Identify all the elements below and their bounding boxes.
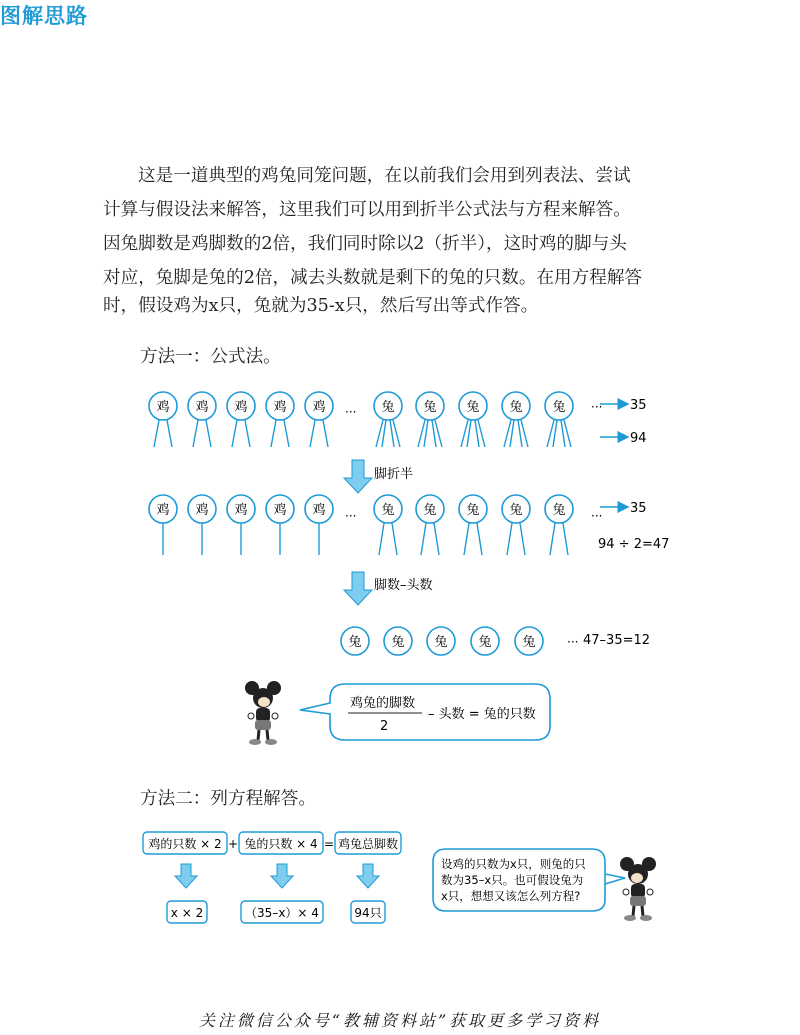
ellipsis: ··· xyxy=(567,635,579,649)
bottom-total: 94只 xyxy=(354,906,382,920)
rabbit-head xyxy=(384,627,412,655)
legs-total: 94 xyxy=(630,431,647,446)
paragraph-line-5: 时，假设鸡为x只，兔就为35-x只，然后写出等式作答。 xyxy=(103,296,539,316)
arrow-down-icon xyxy=(344,460,372,493)
chicken-head-label: 鸡 xyxy=(273,503,287,518)
plus-sign: + xyxy=(227,837,239,851)
chicken-head-label: 鸡 xyxy=(234,503,248,518)
row-full-legs xyxy=(149,392,602,447)
method2-label: 方法二：列方程解答。 xyxy=(140,789,316,809)
rabbit-head-label: 兔 xyxy=(478,635,492,650)
chicken-head xyxy=(305,495,333,555)
chicken-head xyxy=(227,392,255,447)
arrow-down-icon xyxy=(271,864,293,888)
rabbit-head-label: 兔 xyxy=(381,503,395,518)
equals-sign: = xyxy=(323,837,335,851)
chicken-head-label: 鸡 xyxy=(195,400,209,415)
footer-note: 关注微信公众号“教辅资料站”获取更多学习资料 xyxy=(198,1011,602,1030)
arrow1-label: 脚折半 xyxy=(374,467,414,482)
rabbit-head xyxy=(374,392,402,447)
rabbit-head-label: 兔 xyxy=(434,635,448,650)
method1-label: 方法一：公式法。 xyxy=(140,347,281,367)
heads-total: 35 xyxy=(630,398,647,413)
paragraph-line-1: 这是一道典型的鸡兔同笼问题，在以前我们会用到列表法、尝试 xyxy=(138,166,631,186)
chicken-head xyxy=(227,495,255,555)
chicken-head xyxy=(188,392,216,447)
chicken-head-label: 鸡 xyxy=(156,503,170,518)
rabbit-head xyxy=(502,392,530,447)
arrow-down-icon xyxy=(175,864,197,888)
rabbit-head-label: 兔 xyxy=(348,635,362,650)
box-chicken-count: 鸡的只数 × 2 xyxy=(148,837,222,851)
rabbit-head-label: 兔 xyxy=(522,635,536,650)
ellipsis: ··· xyxy=(591,509,603,523)
rabbit-head-label: 兔 xyxy=(552,503,566,518)
box-total-legs: 鸡兔总脚数 xyxy=(337,837,399,851)
rabbit-head xyxy=(427,627,455,655)
mickey-mouse-icon xyxy=(245,681,281,745)
bottom-chicken-expr: x × 2 xyxy=(170,906,204,920)
chicken-head xyxy=(305,392,333,447)
paragraph-line-2: 计算与假设法来解答，这里我们可以用到折半公式法与方程来解答。 xyxy=(103,200,631,220)
chicken-head-label: 鸡 xyxy=(195,503,209,518)
chicken-head xyxy=(266,495,294,555)
bubble-rest: – 头数 = 兔的只数 xyxy=(428,707,536,722)
chicken-head-label: 鸡 xyxy=(156,400,170,415)
row-half-legs xyxy=(149,495,602,555)
arrow-down-icon xyxy=(357,864,379,888)
chicken-head xyxy=(188,495,216,555)
mickey-mouse-icon xyxy=(620,857,656,921)
ellipsis: ··· xyxy=(345,405,357,419)
rabbit-head-label: 兔 xyxy=(423,503,437,518)
chicken-head-label: 鸡 xyxy=(273,400,287,415)
rabbit-head xyxy=(459,392,487,447)
rabbit-head-label: 兔 xyxy=(509,503,523,518)
rabbit-head xyxy=(459,495,487,555)
rabbit-head xyxy=(515,627,543,655)
chicken-head xyxy=(149,495,177,555)
rabbit-head-label: 兔 xyxy=(552,400,566,415)
rabbit-head xyxy=(545,495,573,555)
paragraph-line-4: 对应，兔脚是兔的2倍，减去头数就是剩下的兔的只数。在用方程解答 xyxy=(103,268,643,288)
rabbit-head xyxy=(341,627,369,655)
rabbit-head-label: 兔 xyxy=(466,400,480,415)
rabbit-head-label: 兔 xyxy=(423,400,437,415)
chicken-head-label: 鸡 xyxy=(312,503,326,518)
bubble2-line-1: 设鸡的只数为x只，则兔的只 xyxy=(441,857,586,871)
chicken-head xyxy=(149,392,177,447)
ellipsis: ··· xyxy=(591,400,603,414)
result-equation: 47–35=12 xyxy=(583,633,651,648)
ellipsis: ··· xyxy=(345,509,357,523)
rabbit-head-label: 兔 xyxy=(509,400,523,415)
chicken-head-label: 鸡 xyxy=(234,400,248,415)
chicken-head-label: 鸡 xyxy=(312,400,326,415)
bubble2-line-3: x只，想想又该怎么列方程? xyxy=(441,889,581,903)
bubble2-line-2: 数为35–x只。也可假设兔为 xyxy=(441,873,584,887)
row-rabbits xyxy=(341,627,578,655)
rabbit-head-label: 兔 xyxy=(466,503,480,518)
chicken-head xyxy=(266,392,294,447)
bubble-denominator: 2 xyxy=(380,719,389,734)
rabbit-head xyxy=(471,627,499,655)
section-heading: 图解思路 xyxy=(0,4,88,28)
rabbit-head xyxy=(416,495,444,555)
heads-total-2: 35 xyxy=(630,501,647,516)
bottom-rabbit-expr: （35–x）× 4 xyxy=(245,906,319,920)
half-legs: 94 ÷ 2=47 xyxy=(598,537,670,552)
box-rabbit-count: 兔的只数 × 4 xyxy=(244,837,318,851)
bubble-numerator: 鸡兔的脚数 xyxy=(350,696,416,711)
rabbit-head-label: 兔 xyxy=(381,400,395,415)
paragraph-line-3: 因兔脚数是鸡脚数的2倍，我们同时除以2（折半），这时鸡的脚与头 xyxy=(103,234,627,254)
rabbit-head-label: 兔 xyxy=(391,635,405,650)
rabbit-head xyxy=(416,392,444,447)
rabbit-head xyxy=(545,392,573,447)
arrow-down-icon xyxy=(344,572,372,605)
rabbit-head xyxy=(374,495,402,555)
rabbit-head xyxy=(502,495,530,555)
arrow2-label: 脚数–头数 xyxy=(374,578,433,593)
